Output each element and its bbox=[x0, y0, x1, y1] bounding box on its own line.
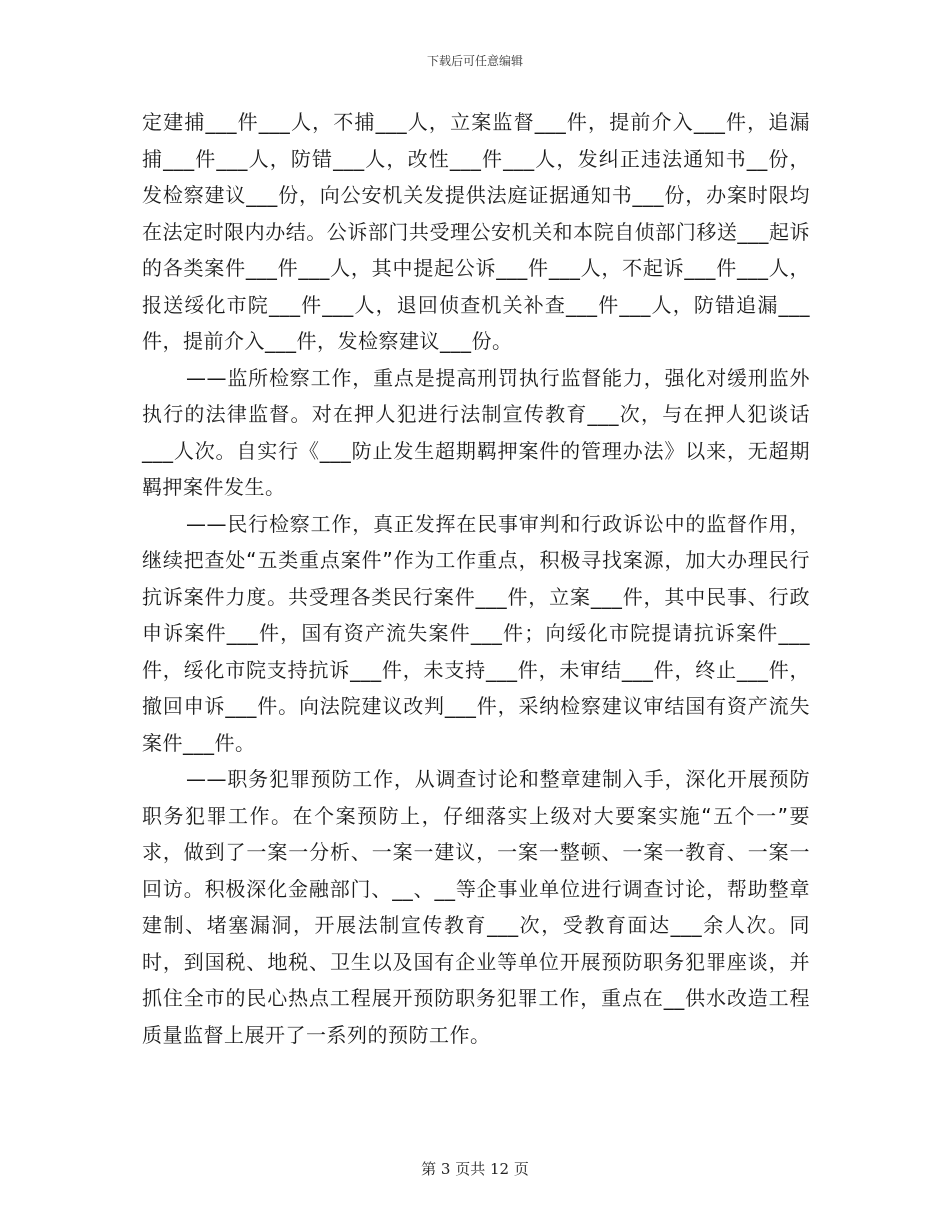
page-number: 第 3 页共 12 页 bbox=[421, 1160, 529, 1178]
paragraph-prosecution-stats: 定建捕___件___人，不捕___人，立案监督___件，提前介入___件，追漏捕___件___人，防错___人，改性___件___人，发纠正违法通知书__份，发检察建议___份，向公安机关发提供法庭证据通知书___份，办案时限均在法定时限内办结。公诉部门共受理公安机关和本院自侦部门移送___起诉的各类案件___件___人，其中提起公诉___件___人，不起诉___件___人，报送绥化市院___件___人，退回侦查机关补查___件___人，防错追漏___件，提前介入___件，发检察建议___份。 bbox=[142, 110, 810, 353]
paragraph-crime-prevention: ——职务犯罪预防工作，从调查讨论和整章建制入手，深化开展预防职务犯罪工作。在个案预防上，仔细落实上级对大要案实施“五个一”要求，做到了一案一分析、一案一建议，一案一整顿、一案一教育、一案一回访。积极深化金融部门、__、__等企事业单位进行调查讨论，帮助整章建制、堵塞漏洞，开展法制宣传教育___次，受教育面达___余人次。同时，到国税、地税、卫生以及国有企业等单位开展预防职务犯罪座谈，并抓住全市的民心热点工程展开预防职务犯罪工作，重点在__供水改造工程质量监督上展开了一系列的预防工作。 bbox=[142, 767, 810, 1047]
paragraph-civil-administrative: ——民行检察工作，真正发挥在民事审判和行政诉讼中的监督作用，继续把查处“五类重点案件”作为工作重点，积极寻找案源，加大办理民行抗诉案件力度。共受理各类民行案件___件，立案___件，其中民事、行政申诉案件___件，国有资产流失案件___件；向绥化市院提请抗诉案件___件，绥化市院支持抗诉___件，未支持___件，未审结___件，终止___件，撤回申诉___件。向法院建议改判___件，采纳检察建议审结国有资产流失案件___件。 bbox=[142, 511, 810, 755]
document-body bbox=[142, 104, 810, 1053]
paragraph-prison-inspection: ——监所检察工作，重点是提高刑罚执行监督能力，强化对缓刑监外执行的法律监督。对在押人犯进行法制宣传教育___次，与在押人犯谈话___人次。自实行《___防止发生超期羁押案件的管理办法》以来，无超期羁押案件发生。 bbox=[142, 365, 810, 499]
page-header: 下载后可任意编辑 bbox=[426, 54, 523, 68]
